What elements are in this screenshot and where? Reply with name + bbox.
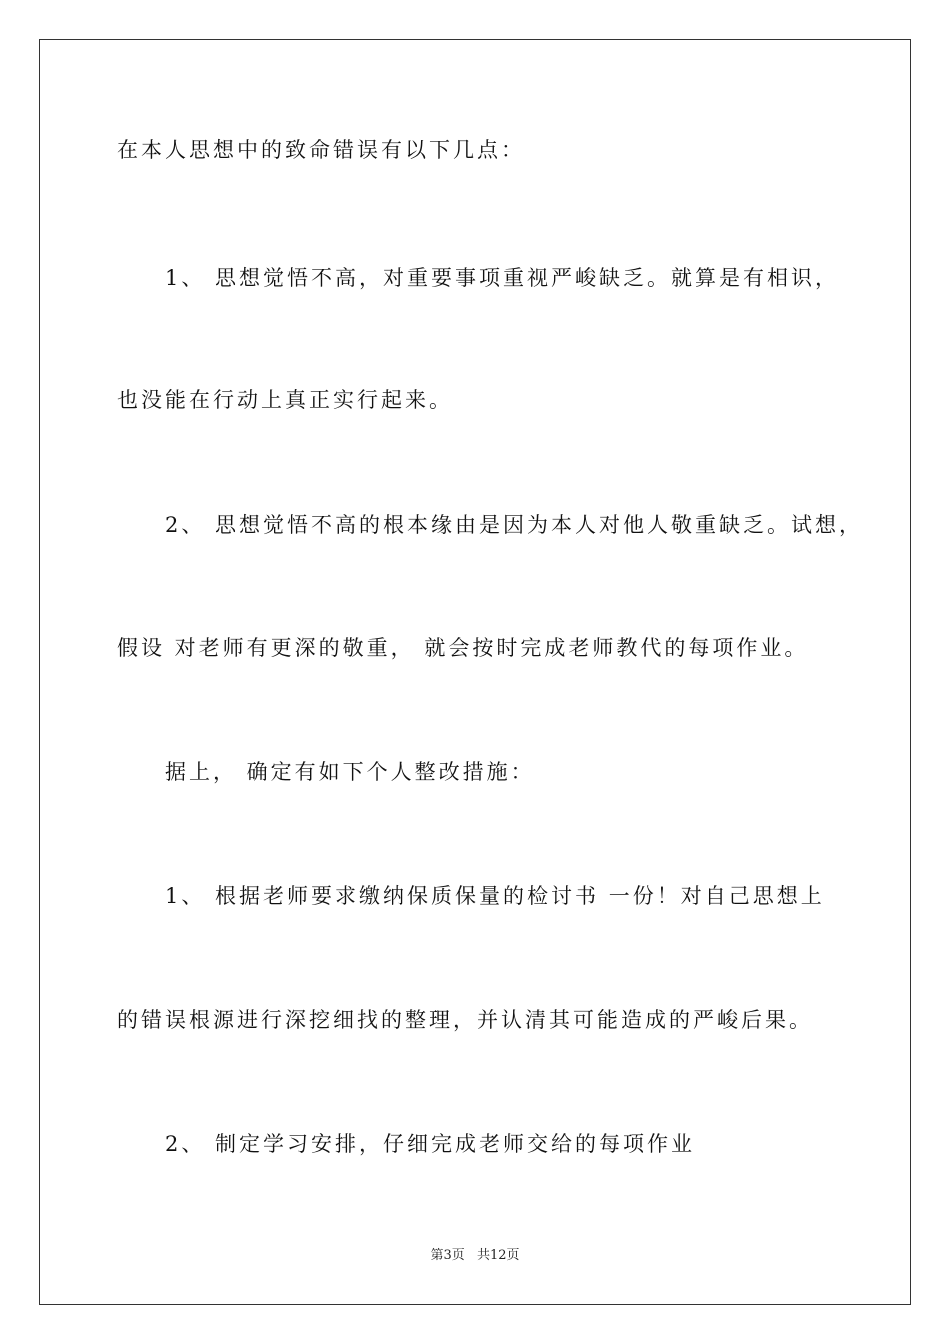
paragraph-line-item-1-cont: 也没能在行动上真正实行起来。 <box>117 388 453 412</box>
paragraph-line-measure-2: 2、 制定学习安排，仔细完成老师交给的每项作业 <box>165 1132 696 1156</box>
paragraph-line-measure-1-cont: 的错误根源进行深挖细找的整理，并认清其可能造成的严峻后果。 <box>117 1008 813 1032</box>
page-border <box>39 39 911 1305</box>
paragraph-line-item-2: 2、 思想觉悟不高的根本缘由是因为本人对他人敬重缺乏。试想， <box>165 513 864 537</box>
page-total: 共12页 <box>476 1248 520 1263</box>
paragraph-line-item-1: 1、 思想觉悟不高，对重要事项重视严峻缺乏。就算是有相识， <box>165 266 840 290</box>
page-footer <box>0 1247 950 1265</box>
paragraph-line-intro: 在本人思想中的致命错误有以下几点： <box>117 138 525 162</box>
paragraph-line-measure-1: 1、 根据老师要求缴纳保质保量的检讨书 一份！对自己思想上 <box>165 884 825 908</box>
paragraph-line-item-2-cont: 假设 对老师有更深的敬重， 就会按时完成老师教代的每项作业。 <box>117 636 809 660</box>
page-number: 第3页 <box>430 1248 465 1263</box>
paragraph-line-measures-intro: 据上， 确定有如下个人整改措施： <box>165 760 535 784</box>
